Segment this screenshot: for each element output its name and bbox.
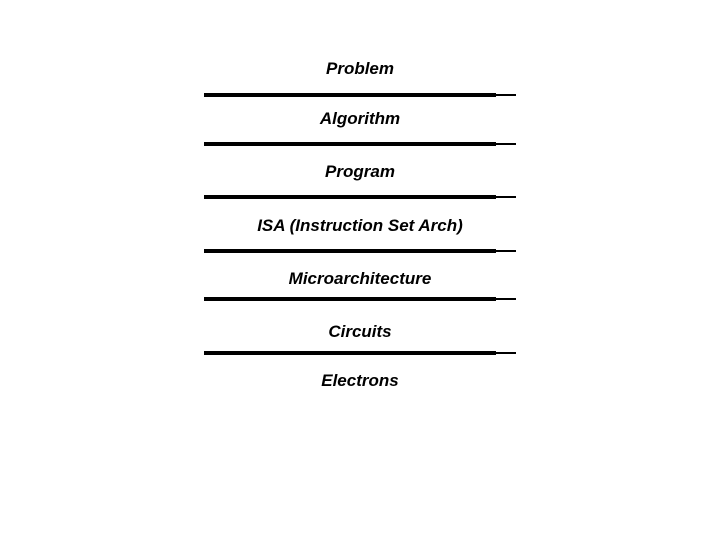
layer-divider: [204, 142, 496, 146]
layer-label-algorithm: Algorithm: [319, 109, 401, 128]
layer-label-isa: ISA (Instruction Set Arch): [257, 216, 463, 235]
layer-divider: [204, 249, 496, 253]
layer-label-electrons: Electrons: [321, 371, 399, 390]
layer-divider: [204, 195, 496, 199]
layer-divider: [204, 297, 496, 301]
layer-label-circuits: Circuits: [328, 322, 392, 341]
layer-divider: [204, 351, 496, 355]
layer-label-microarchitecture: Microarchitecture: [288, 269, 432, 288]
layer-label-program: Program: [325, 162, 395, 181]
layer-divider: [204, 93, 496, 97]
layer-label-problem: Problem: [325, 59, 395, 78]
